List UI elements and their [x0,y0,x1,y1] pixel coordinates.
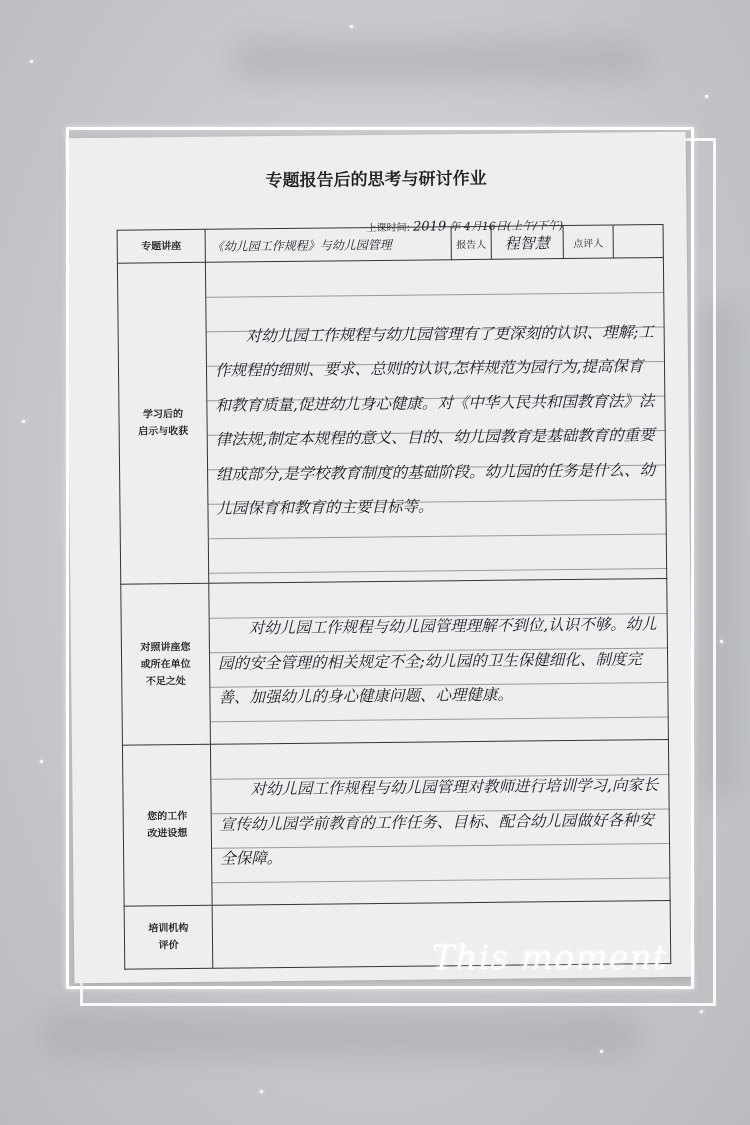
reviewer-label: 点评人 [563,225,613,259]
sparkle-decoration [720,640,723,643]
reporter-value: 程智慧 [491,226,563,260]
sparkle-decoration [22,420,25,423]
sparkle-decoration [40,760,43,763]
form-title: 专题报告后的思考与研讨作业 [265,168,487,192]
watermark-text: This moment [432,938,668,978]
row-label-evaluation: 培训机构 评价 [124,905,213,969]
lesson-year: 2019 [413,219,447,235]
sparkle-decoration [705,95,708,98]
sparkle-decoration [700,1010,703,1013]
row-label-takeaways: 学习后的 启示与收获 [117,262,208,584]
sparkle-decoration [30,60,33,63]
sparkle-decoration [350,25,353,28]
background-blur [40,1010,640,1060]
topic-label: 专题讲座 [117,229,205,263]
topic-value: 《幼儿园工作规程》与幼儿园管理 [205,227,451,263]
row-label-shortcomings: 对照讲座您 或所在单位 不足之处 [121,583,211,745]
reporter-label: 报告人 [451,226,491,259]
decorative-frame-front [66,127,694,989]
row-text-takeaways: 对幼儿园工作规程与幼儿园管理有了更深刻的认识、理解;工作规程的细则、要求、总则的认识,怎样规范为园行为,提高保育和教育质量,促进幼儿身心健康。对《中华人民共和国教育法》法律法规,制定本规程的意义、目的、幼儿园教育是基础教育的重要组成部分,是学校教育制度的基础阶段。幼儿园的任务是什么、幼儿园保育和教育的主要目标等。 [205,258,666,584]
row-label-improvement: 您的工作 改进设想 [122,744,212,906]
lesson-date: 年 4月16日(上午/下午) [449,219,564,234]
sparkle-decoration [600,1050,603,1053]
background-blur [230,40,650,80]
sparkle-decoration [260,1090,263,1093]
lesson-time-label: 上课时间: [366,222,410,235]
row-text-improvement: 对幼儿园工作规程与幼儿园管理对教师进行培训学习,向家长宣传幼儿园学前教育的工作任务、目标、配合幼儿园做好各种安全保障。 [210,739,670,905]
row-text-shortcomings: 对幼儿园工作规程与幼儿园管理理解不到位,认识不够。幼儿园的安全管理的相关规定不全;幼儿园的卫生保健细化、制度完善、加强幼儿的身心健康问题、心理健康。 [209,578,669,744]
